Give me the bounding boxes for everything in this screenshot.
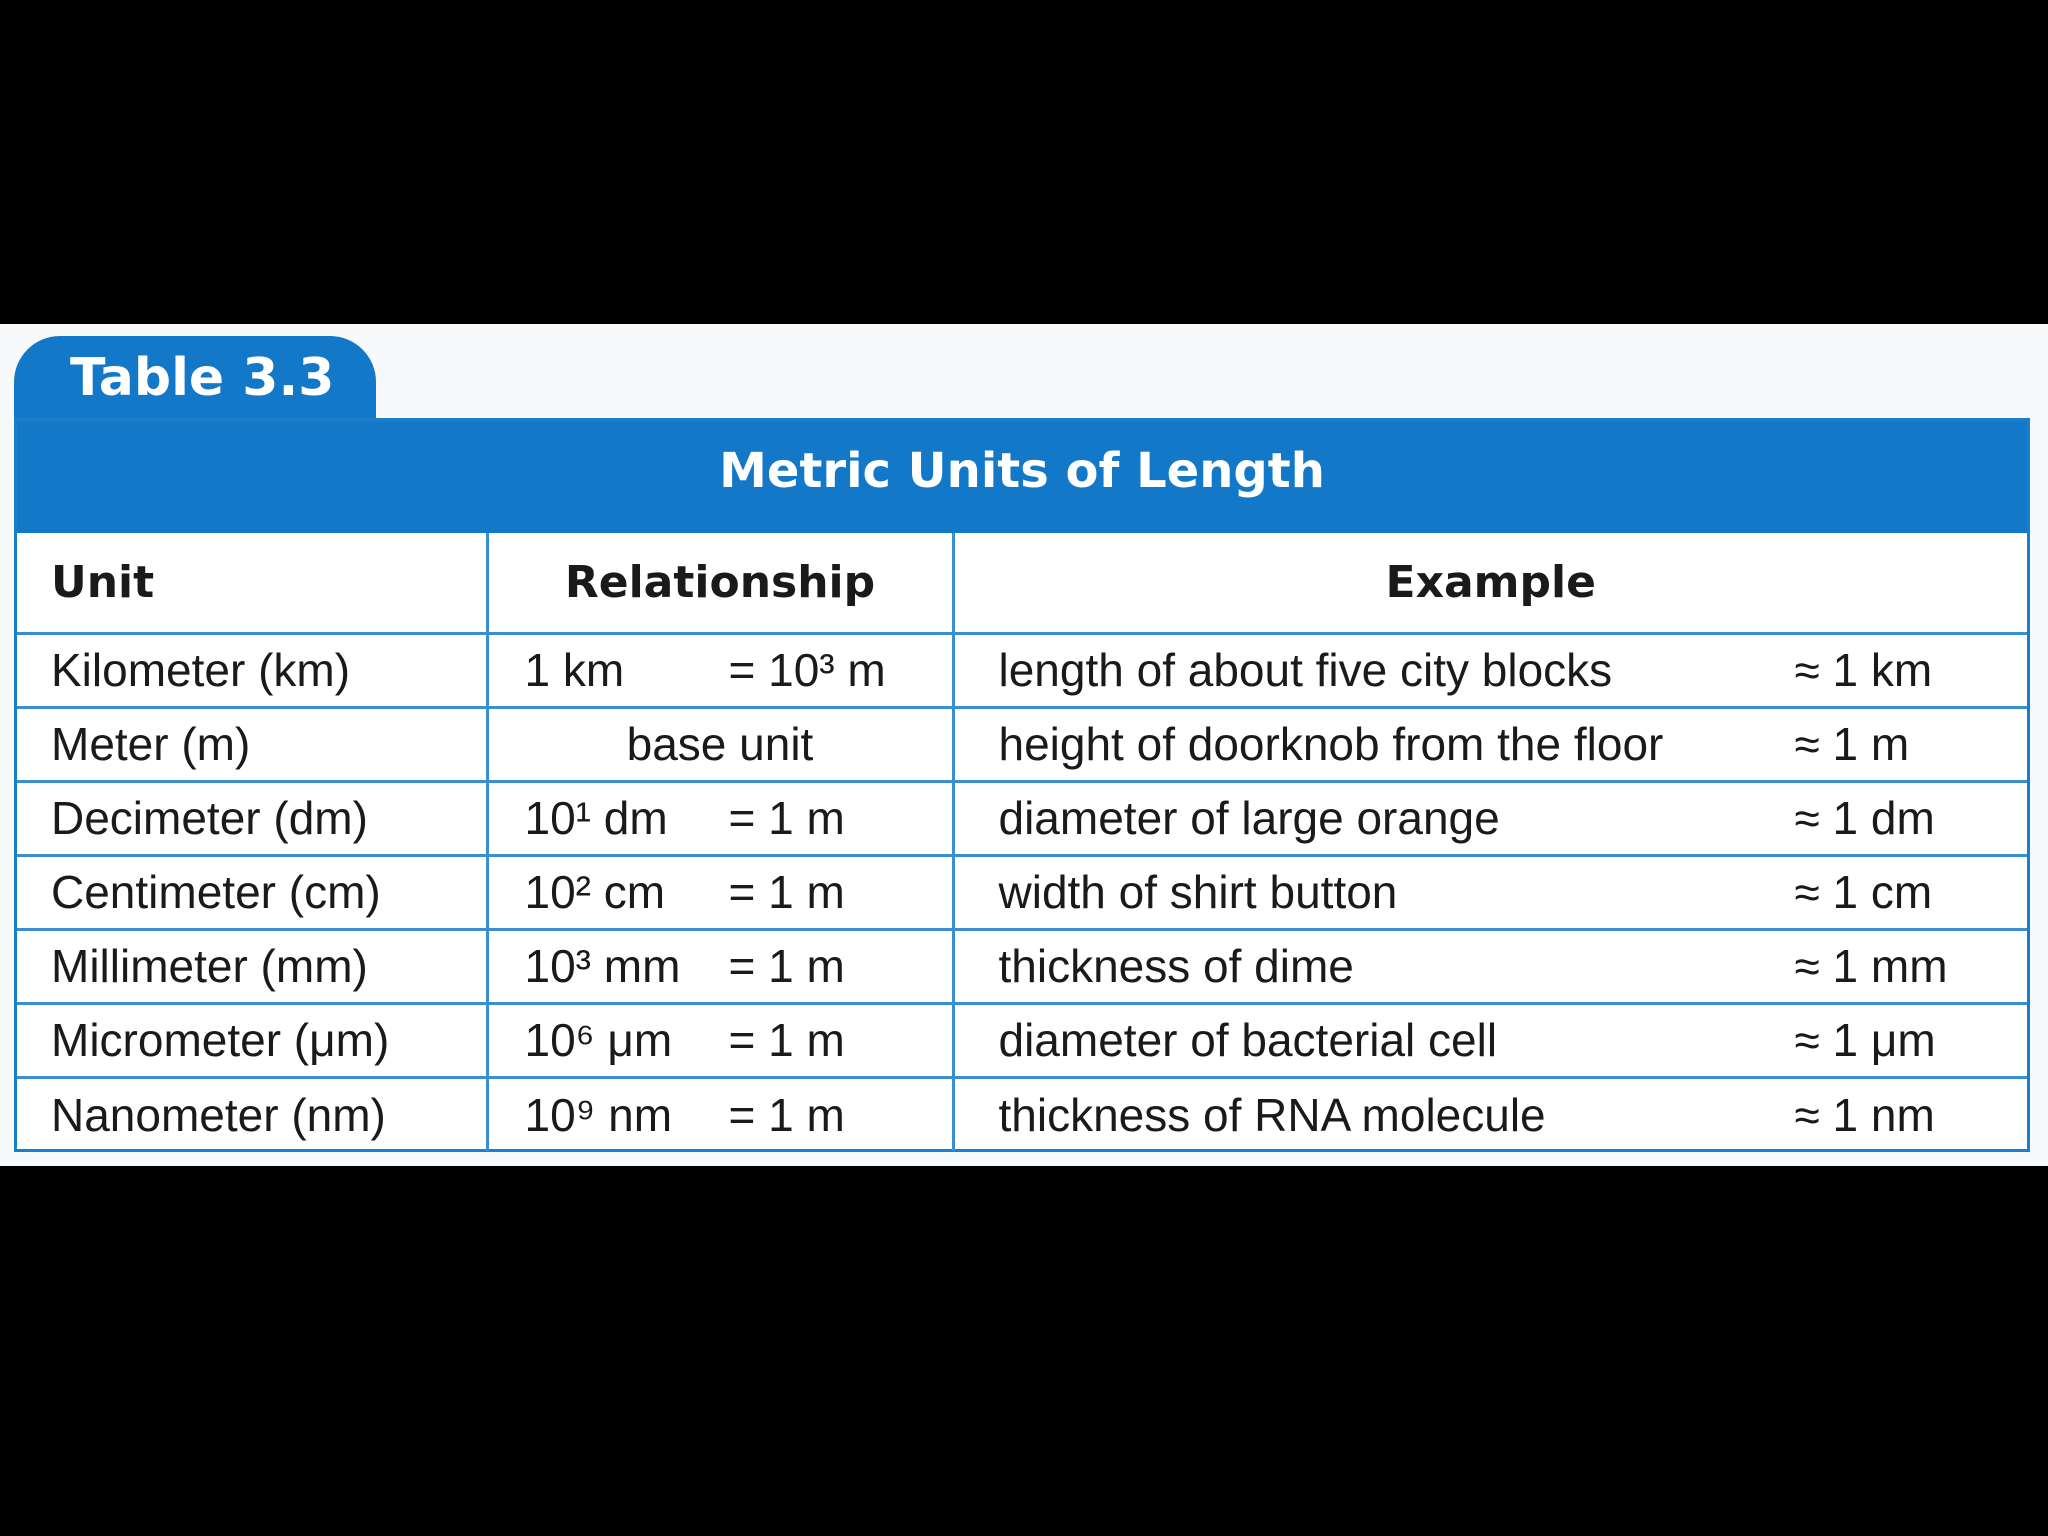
example-approx: ≈ 1 km — [1794, 644, 1933, 696]
relationship-cell — [487, 1077, 953, 1151]
relationship-right: = 1 m — [728, 1014, 845, 1066]
relationship-cell — [487, 929, 953, 1003]
example-description: diameter of large orange — [998, 792, 1500, 844]
unit-cell: Centimeter (cm) — [17, 855, 487, 929]
example-cell — [953, 1003, 2027, 1077]
units-grid — [17, 533, 2027, 1151]
relationship-right: = 10³ m — [728, 644, 886, 696]
relationship-cell — [487, 855, 953, 929]
header-row — [17, 533, 2027, 633]
relationship-left: 1 km — [524, 644, 625, 696]
table-row — [17, 1003, 2027, 1077]
example-approx: ≈ 1 cm — [1794, 866, 1933, 918]
example-approx: ≈ 1 nm — [1794, 1088, 1935, 1141]
table-row — [17, 707, 2027, 781]
unit-header: Unit — [17, 533, 487, 633]
example-description: thickness of RNA molecule — [998, 1088, 1546, 1141]
example-approx: ≈ 1 dm — [1794, 792, 1935, 844]
example-cell — [953, 781, 2027, 855]
table-row — [17, 929, 2027, 1003]
unit-cell: Nanometer (nm) — [17, 1077, 487, 1151]
unit-cell: Meter (m) — [17, 707, 487, 781]
example-description: width of shirt button — [998, 866, 1398, 918]
relationship-left: 10¹ dm — [524, 792, 668, 844]
table-row — [17, 633, 2027, 707]
relationship-cell — [487, 707, 953, 781]
example-cell — [953, 855, 2027, 929]
unit-cell: Millimeter (mm) — [17, 929, 487, 1003]
relationship-cell — [487, 1003, 953, 1077]
unit-cell: Micrometer (μm) — [17, 1003, 487, 1077]
unit-cell: Kilometer (km) — [17, 633, 487, 707]
example-cell — [953, 633, 2027, 707]
example-approx: ≈ 1 mm — [1794, 940, 1948, 992]
relationship-center: base unit — [626, 718, 814, 770]
example-approx: ≈ 1 m — [1794, 718, 1910, 770]
relationship-cell — [487, 781, 953, 855]
example-description: height of doorknob from the floor — [998, 718, 1664, 770]
relationship-left: 10² cm — [524, 866, 666, 918]
example-header: Example — [953, 533, 2027, 633]
relationship-left: 10⁶ μm — [524, 1014, 673, 1066]
table-row — [17, 781, 2027, 855]
relationship-right: = 1 m — [728, 792, 845, 844]
table-row — [17, 855, 2027, 929]
example-approx: ≈ 1 μm — [1794, 1014, 1936, 1066]
relationship-left: 10³ mm — [524, 940, 681, 992]
example-cell — [953, 929, 2027, 1003]
metric-units-table — [14, 418, 2030, 1152]
relationship-right: = 1 m — [728, 1088, 845, 1141]
relationship-header: Relationship — [487, 533, 953, 633]
unit-cell: Decimeter (dm) — [17, 781, 487, 855]
example-description: thickness of dime — [998, 940, 1354, 992]
example-description: diameter of bacterial cell — [998, 1014, 1498, 1066]
example-description: length of about five city blocks — [998, 644, 1613, 696]
table-number-tab: Table 3.3 — [14, 336, 376, 428]
table-title: Metric Units of Length — [17, 421, 2027, 533]
example-cell — [953, 1077, 2027, 1151]
relationship-left: 10⁹ nm — [524, 1088, 673, 1141]
example-cell — [953, 707, 2027, 781]
relationship-right: = 1 m — [728, 866, 845, 918]
relationship-cell — [487, 633, 953, 707]
relationship-right: = 1 m — [728, 940, 845, 992]
table-row — [17, 1077, 2027, 1151]
